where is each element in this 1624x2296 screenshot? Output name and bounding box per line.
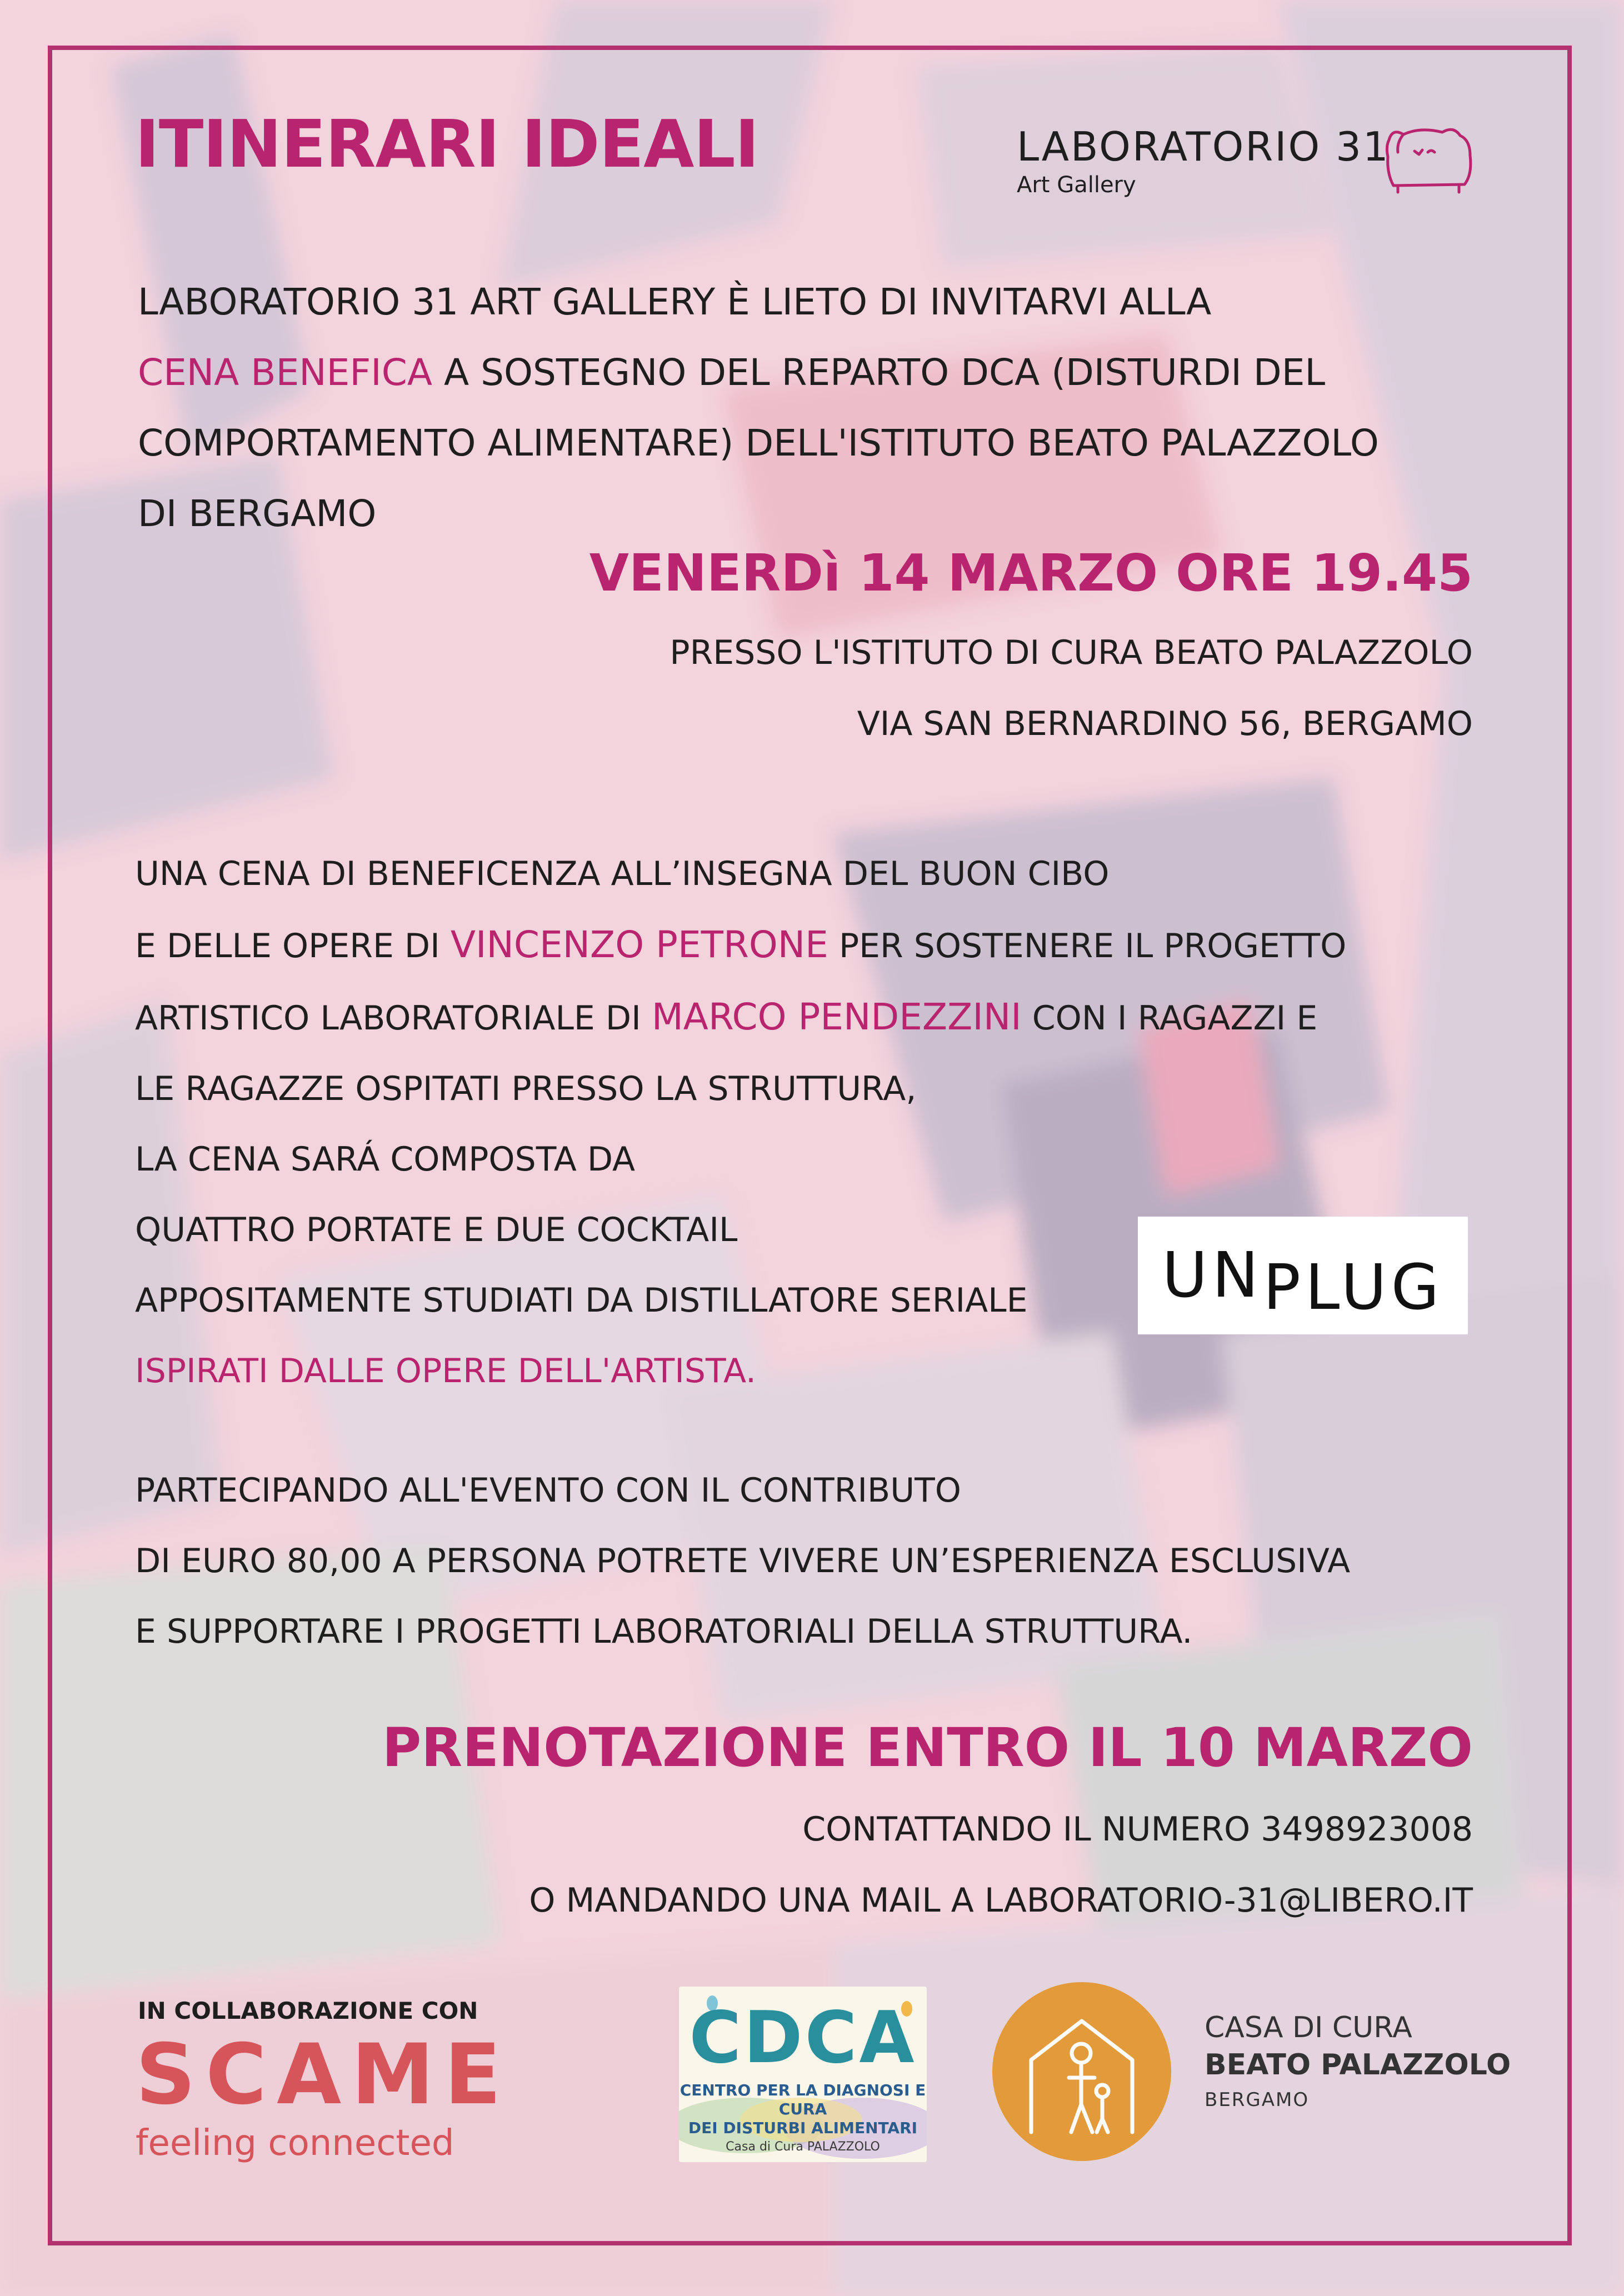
palazzolo-name-2: BEATO PALAZZOLO	[1205, 2048, 1511, 2082]
house-family-icon	[992, 1982, 1171, 2161]
desc-line-5: LA CENA SARÁ COMPOSTA DA	[135, 1140, 636, 1179]
unplug-logo-part2: PLUG	[1263, 1252, 1444, 1324]
gallery-name: LABORATORIO 31	[1017, 123, 1390, 170]
cdca-logo-word: CDCA	[689, 1997, 917, 2079]
event-address: VIA SAN BERNARDINO 56, BERGAMO	[857, 704, 1473, 743]
gallery-subtitle: Art Gallery	[1017, 172, 1136, 198]
desc-line-2-post: PER SOSTENERE IL PROGETTO	[828, 927, 1347, 966]
intro-line-1: LABORATORIO 31 ART GALLERY È LIETO DI INVITARVI ALLA	[138, 281, 1212, 323]
intro-line-2: A SOSTEGNO DEL REPARTO DCA (DISTURDI DEL	[432, 351, 1326, 394]
desc-line-4: LE RAGAZZE OSPITATI PRESSO LA STRUTTURA,	[135, 1069, 917, 1108]
unplug-logo-part1: UN	[1162, 1239, 1263, 1312]
intro-paragraph	[138, 267, 1538, 549]
charity-dinner-highlight: CENA BENEFICA	[138, 351, 432, 394]
unplug-logo	[1138, 1217, 1468, 1334]
desc-line-7: APPOSITAMENTE STUDIATI DA DISTILLATORE SERIALE	[135, 1281, 1028, 1320]
participation-line-3: E SUPPORTARE I PROGETTI LABORATORIALI DELLA STRUTTURA.	[135, 1612, 1193, 1651]
cdca-footer: Casa di Cura PALAZZOLO	[726, 2140, 880, 2154]
participation-line-2: DI EURO 80,00 A PERSONA POTRETE VIVERE UN’ESPERIENZA ESCLUSIVA	[135, 1542, 1351, 1580]
scame-logo	[136, 2027, 511, 2165]
cdca-logo	[679, 1987, 927, 2162]
booking-phone: CONTATTANDO IL NUMERO 3498923008	[802, 1810, 1473, 1849]
scame-logo-word: SCAME	[136, 2027, 511, 2123]
participation-line-1: PARTECIPANDO ALL'EVENTO CON IL CONTRIBUTO	[135, 1471, 961, 1510]
event-description	[135, 839, 1347, 1407]
event-title: ITINERARI IDEALI	[135, 106, 759, 182]
desc-line-3-pre: ARTISTICO LABORATORIALE DI	[135, 999, 652, 1038]
desc-line-8: ISPIRATI DALLE OPERE DELL'ARTISTA.	[135, 1352, 757, 1390]
scame-tagline: feeling connected	[136, 2123, 454, 2164]
desc-line-6: QUATTRO PORTATE E DUE COCKTAIL	[135, 1210, 738, 1249]
event-date: VENERDì 14 MARZO ORE 19.45	[589, 543, 1473, 603]
booking-headline: PRENOTAZIONE ENTRO IL 10 MARZO	[382, 1717, 1473, 1779]
palazzolo-city: BERGAMO	[1205, 2089, 1310, 2111]
intro-line-3: COMPORTAMENTO ALIMENTARE) DELL'ISTITUTO BEATO PALAZZOLO	[138, 422, 1379, 464]
cdca-subtitle-1: CENTRO PER LA DIAGNOSI E CURA	[679, 2081, 926, 2118]
desc-line-2-pre: E DELLE OPERE DI	[135, 927, 451, 966]
cdca-subtitle-2: DEI DISTURBI ALIMENTARI	[688, 2119, 918, 2137]
intro-line-4: DI BERGAMO	[138, 492, 377, 535]
teacher-name: MARCO PENDEZZINI	[651, 996, 1022, 1038]
desc-line-3-post: CON I RAGAZZI E	[1021, 999, 1318, 1038]
cat-doodle-icon	[1381, 123, 1477, 194]
event-place: PRESSO L'ISTITUTO DI CURA BEATO PALAZZOLO	[669, 633, 1473, 672]
palazzolo-logo	[992, 1982, 1171, 2161]
participation-paragraph	[135, 1455, 1524, 1667]
desc-line-1: UNA CENA DI BENEFICENZA ALL’INSEGNA DEL BUON CIBO	[135, 854, 1110, 893]
collaboration-label: IN COLLABORAZIONE CON	[138, 1997, 478, 2024]
palazzolo-name-1: CASA DI CURA	[1205, 2011, 1412, 2044]
artist-name: VINCENZO PETRONE	[450, 923, 828, 966]
booking-email: O MANDANDO UNA MAIL A LABORATORIO-31@LIBERO.IT	[529, 1881, 1473, 1920]
